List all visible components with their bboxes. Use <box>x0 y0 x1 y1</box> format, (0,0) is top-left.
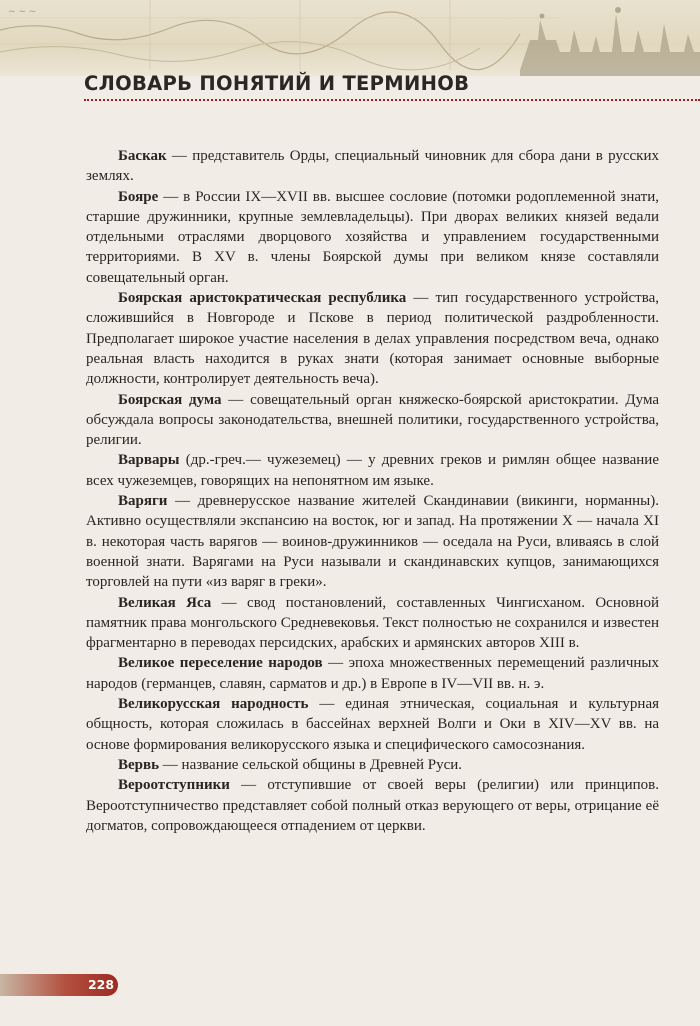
entry-definition: — название сельской общины в Древней Руси. <box>159 756 463 773</box>
entry-term: Бояре <box>118 188 159 205</box>
glossary-entry <box>86 288 659 389</box>
entry-term: Вероотступники <box>118 777 230 794</box>
glossary-entry <box>86 593 659 654</box>
glossary-entry <box>86 755 659 775</box>
title-divider <box>84 99 700 101</box>
entry-definition: — свод постановлений, составленных Чингисханом. Основной памятник права монгольского Средневековья. Текст полностью не сохранился и известен фрагментарно в переводах персидских, арабских и армянских авторов XIII в. <box>86 594 659 652</box>
glossary-entry <box>86 653 659 694</box>
page-title: СЛОВАРЬ ПОНЯТИЙ И ТЕРМИНОВ <box>84 72 470 95</box>
entry-definition: — совещательный орган княжеско-боярской аристократии. Дума обсуждала вопросы законодательства, внешней политики, государственного устройства, религии. <box>86 391 659 449</box>
decorative-map-banner <box>0 0 700 76</box>
entry-term: Баскак <box>118 148 167 164</box>
entry-definition: — эпоха множественных перемещений различных народов (германцев, славян, сарматов и др.) в Европе в IV—VII вв. н. э. <box>86 655 659 692</box>
entry-term: Боярская аристократическая республика <box>118 290 407 307</box>
entry-term: Варяги <box>118 493 168 510</box>
entry-term: Великая Яса <box>118 594 212 611</box>
glossary-entry <box>86 491 659 592</box>
entry-term: Великорусская народность <box>118 696 309 713</box>
entry-term: Боярская дума <box>118 391 222 408</box>
entry-definition: — единая этническая, социальная и культурная общность, которая сложилась в бассейнах верхней Волги и Оки в XIV—XV вв. на основе формирования великорусского языка и специфического самосознания. <box>86 696 660 753</box>
entry-term: Вервь <box>118 756 160 773</box>
entry-term: Варвары <box>118 452 180 469</box>
entry-definition: — представитель Орды, специальный чиновник для сбора дани в русских землях. <box>86 148 659 185</box>
entry-term: Великое переселение народов <box>118 655 323 672</box>
glossary-entry <box>86 694 659 755</box>
entry-definition: — тип государственного устройства, сложившийся в Новгороде и Пскове в период политической раздробленности. Предполагает широкое участие населения в делах управления посредством веча, однако реальная власть находится в руках знати (которая занимает основные выборные должности, контролирует деятельность веча). <box>86 290 659 388</box>
page-number: 228 <box>87 977 115 992</box>
svg-text:~ ~ ~: ~ ~ ~ <box>8 7 37 17</box>
glossary-body <box>86 146 659 836</box>
entry-definition: (др.-греч.— чужеземец) — у древних греков и римлян общее название всех чужеземцев, говорящих на непонятном им языке. <box>86 452 659 489</box>
old-map-illustration <box>0 0 700 76</box>
glossary-entry <box>86 187 659 288</box>
glossary-entry <box>86 450 659 491</box>
entry-definition: — отступившие от своей веры (религии) или принципов. Вероотступничество представляет собой полный отказ верующего от веры, отрицание её догматов, сопровождающееся отпадением от церкви. <box>86 777 659 834</box>
glossary-entry <box>86 390 659 451</box>
glossary-entry <box>86 146 659 187</box>
glossary-entry <box>86 775 659 836</box>
entry-definition: — древнерусское название жителей Скандинавии (викинги, норманны). Активно осуществляли экспансию на восток, юг и запад. На протяжении X — начала XI в. некоторая часть варягов — воинов-дружинников — оседала на Руси, вливаясь в слой военной знати. Варягами на Руси называли и скандинавских купцов, занимающихся торговлей на пути «из варяг в греки». <box>86 493 659 591</box>
entry-definition: — в России IX—XVII вв. высшее сословие (потомки родоплеменной знати, старшие дружинники, крупные землевладельцы). При дворах великих князей ведали отдельными отраслями дворцового хозяйства и управлением государственными территориями. В XV в. члены Боярской думы при великом князе составляли совещательный орган. <box>86 188 659 286</box>
